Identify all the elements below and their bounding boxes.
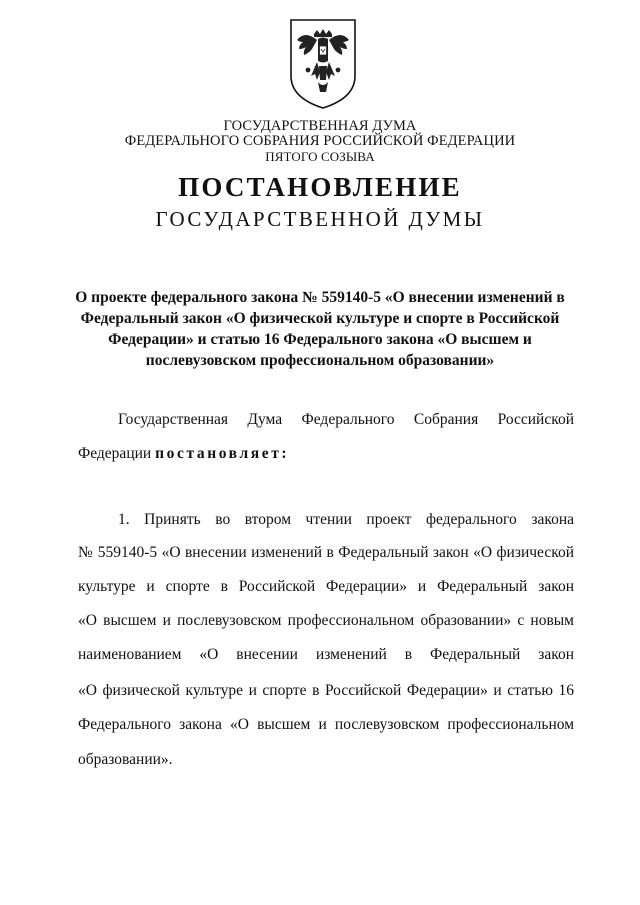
subject-line: послевузовском профессиональном образовании» <box>145 352 495 369</box>
paragraph-line: наименованием «О внесении изменений в Федеральный закон <box>78 646 574 663</box>
subject-line: Федерации» и статью 16 Федерального закона «О высшем и <box>108 331 532 348</box>
resolution-verb: постановляет: <box>155 445 290 462</box>
preamble-line: Государственная Дума Федерального Собрания Российской <box>118 411 574 428</box>
paragraph-line: «О высшем и послевузовском профессиональном образовании» с новым <box>78 612 574 629</box>
convocation: ПЯТОГО СОЗЫВА <box>265 149 375 164</box>
state-emblem-icon <box>288 18 358 110</box>
paragraph-line: № 559140-5 «О внесении изменений в Федеральный закон «О физической <box>78 544 574 561</box>
paragraph-line: «О физической культуре и спорте в Российской Федерации» и статью 16 <box>78 682 574 699</box>
paragraph-line: образовании». <box>78 751 173 768</box>
issuer-name-line-2: ФЕДЕРАЛЬНОГО СОБРАНИЯ РОССИЙСКОЙ ФЕДЕРАЦИИ <box>124 133 516 149</box>
document-issuer-title: ГОСУДАРСТВЕННОЙ ДУМЫ <box>155 207 485 231</box>
preamble-line <box>78 444 574 464</box>
subject-line: О проекте федерального закона № 559140-5 «О внесении изменений в <box>75 289 565 306</box>
issuer-name-line-1: ГОСУДАРСТВЕННАЯ ДУМА <box>223 118 417 134</box>
paragraph-line: культуре и спорте в Российской Федерации» и Федеральный закон <box>78 578 574 595</box>
document-type-title: ПОСТАНОВЛЕНИЕ <box>178 172 462 202</box>
preamble-text: Федерации <box>78 445 152 462</box>
paragraph-line: 1. Принять во втором чтении проект федерального закона <box>118 511 574 528</box>
subject-line: Федеральный закон «О физической культуре и спорте в Российской <box>80 310 560 327</box>
paragraph-line: Федерального закона «О высшем и послевузовском профессиональном <box>78 716 574 733</box>
